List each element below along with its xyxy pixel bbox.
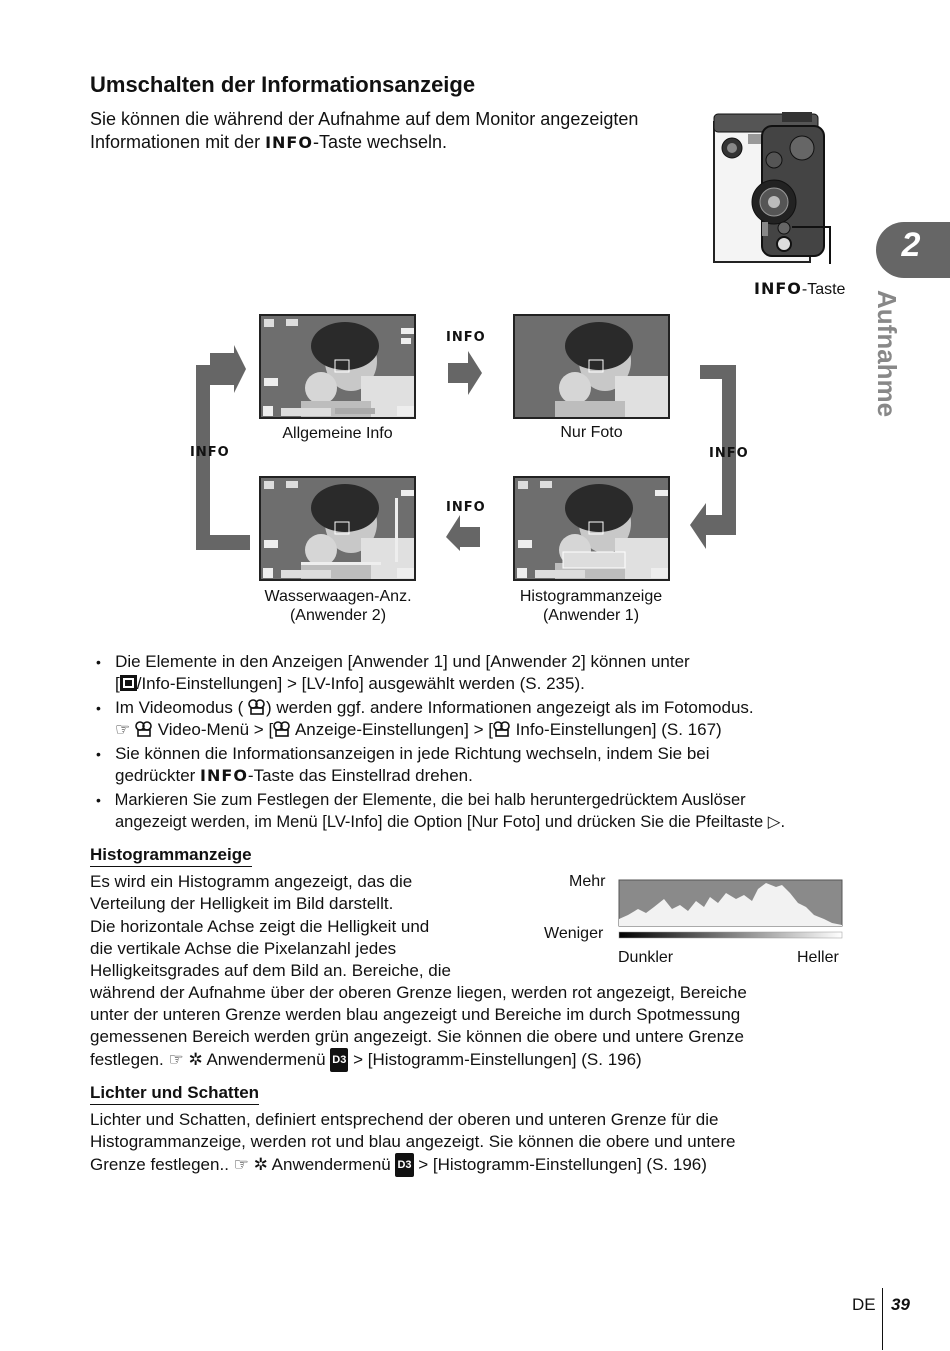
- body-text: Grenze festlegen..: [90, 1155, 234, 1174]
- info-taste-label: [754, 279, 845, 299]
- caption-wasserwaagen-1: Wasserwaagen-Anz.: [264, 588, 412, 605]
- info-label-top: INFO: [446, 330, 486, 345]
- bullet-dot: •: [96, 700, 101, 716]
- chapter-name-container: [862, 290, 942, 418]
- lichter-heading: Lichter und Schatten: [90, 1083, 259, 1105]
- histogramm-line-8: gemessenen Bereich werden grün angezeigt. Sie können die obere und untere Grenze: [90, 1027, 744, 1046]
- bullet-3-line-2: [115, 765, 473, 787]
- bullet-text: Info-Einstellungen] (S. 167): [510, 720, 722, 739]
- info-key-label: INFO: [265, 133, 313, 152]
- screen-nur-foto: [513, 314, 670, 419]
- histogram-weniger-label: Weniger: [544, 925, 604, 942]
- histogramm-line-1: Es wird ein Histogramm angezeigt, das die: [90, 872, 413, 891]
- lichter-line-1: Lichter und Schatten, definiert entsprechend der oberen und unteren Grenze für die: [90, 1110, 719, 1129]
- bullet-4-line-2: [115, 811, 785, 833]
- histogramm-line-6: während der Aufnahme über der oberen Grenze liegen, werden rot angezeigt, Bereiche: [90, 983, 747, 1002]
- bullet-1-line-2: [115, 673, 585, 695]
- body-text: festlegen.: [90, 1050, 169, 1069]
- bullet-3-line-1: [96, 743, 710, 765]
- video-icon: [493, 720, 511, 739]
- taste-text: -Taste: [801, 281, 846, 298]
- bullet-1-line-1: [96, 651, 690, 673]
- caption-histogramm-2: (Anwender 1): [542, 607, 640, 624]
- caption-histogramm-1: Histogrammanzeige: [519, 588, 663, 605]
- bullet-4-line-1: [96, 789, 746, 811]
- lichter-line-2: Histogrammanzeige, werden rot und blau angezeigt. Sie können die obere und untere: [90, 1132, 736, 1151]
- histogramm-line-4: die vertikale Achse die Pixelanzahl jedes: [90, 939, 397, 958]
- bullet-text: ) werden ggf. andere Informationen angezeigt als im Fotomodus.: [266, 698, 754, 717]
- bullet-text: Sie können die Informationsanzeigen in jede Richtung wechseln, indem Sie bei: [115, 744, 710, 763]
- caption-nur-foto: Nur Foto: [560, 424, 623, 441]
- bullet-dot: •: [96, 654, 101, 670]
- intro-text: Informationen mit der: [90, 132, 266, 152]
- chapter-name: Aufnahme: [872, 290, 902, 418]
- bullet-dot: •: [96, 792, 101, 808]
- info-label-left: INFO: [190, 445, 230, 460]
- caption-wasserwaagen-2: (Anwender 2): [289, 607, 387, 624]
- bullet-text: .: [780, 813, 786, 831]
- footer-language: DE: [852, 1295, 876, 1314]
- menu-code-badge: D3: [330, 1048, 348, 1072]
- info-key-label: INFO: [200, 766, 248, 785]
- screen-allgemeine-info: [259, 314, 416, 419]
- screen-wasserwaagen: [259, 476, 416, 581]
- bullet-text: Im Videomodus (: [115, 698, 244, 717]
- body-text: Anwendermenü: [202, 1050, 331, 1069]
- photo-mother-child-icon: [261, 478, 416, 581]
- bullet-2-line-2: [115, 719, 722, 741]
- histogram-dunkler-label: Dunkler: [618, 949, 674, 966]
- footer-divider: [882, 1288, 883, 1350]
- gear-icon: ✲: [188, 1050, 203, 1069]
- lichter-line-3: [90, 1153, 707, 1177]
- caption-allgemeine: Allgemeine Info: [282, 425, 393, 442]
- bullet-text: Die Elemente in den Anzeigen [Anwender 1] und [Anwender 2] können unter: [115, 652, 690, 671]
- bullet-text: /Info-Einstellungen] > [LV-Info] ausgewählt werden (S. 235).: [136, 674, 585, 693]
- page-ref-icon: ☞: [233, 1155, 249, 1174]
- screen-histogramm: [513, 476, 670, 581]
- page-ref-icon: ☞: [168, 1050, 184, 1069]
- bullet-text: Video-Menü > [: [152, 720, 274, 739]
- info-label-right: INFO: [709, 446, 749, 461]
- histogramm-line-5: Helligkeitsgrades auf dem Bild an. Bereiche, die: [90, 961, 451, 980]
- intro-line-2: [90, 131, 447, 154]
- bullet-text: Markieren Sie zum Festlegen der Elemente, die bei halb heruntergedrücktem Auslöser: [114, 791, 746, 809]
- photo-mother-child-icon: [515, 478, 670, 581]
- info-key-label: INFO: [754, 279, 802, 298]
- photo-mother-child-icon: [515, 316, 670, 419]
- photo-mother-child-icon: [261, 316, 416, 419]
- body-text: Anwendermenü: [267, 1155, 396, 1174]
- histogram-illustration: [618, 879, 844, 941]
- gear-icon: ✲: [253, 1155, 268, 1174]
- body-text: > [Histogramm-Einstellungen] (S. 196): [413, 1155, 707, 1174]
- menu-code-badge: D3: [395, 1153, 413, 1177]
- camera-back-icon: [712, 112, 838, 264]
- bullet-text: -Taste das Einstellrad drehen.: [247, 766, 473, 785]
- arrow-right-icon: ▷: [767, 813, 781, 831]
- bracket-text: [: [115, 674, 120, 693]
- bullet-dot: •: [96, 746, 101, 762]
- video-icon: [273, 720, 291, 739]
- intro-line-1: Sie können die während der Aufnahme auf dem Monitor angezeigten: [90, 109, 639, 129]
- bullet-2-line-1: [96, 697, 754, 719]
- histogramm-line-2: Verteilung der Helligkeit im Bild darstellt.: [90, 894, 394, 913]
- page-ref-icon: ☞: [115, 720, 131, 739]
- video-icon: [135, 720, 153, 739]
- bullet-text: angezeigt werden, im Menü [LV-Info] die Option [Nur Foto] und drücken Sie die Pfeiltaste: [115, 813, 764, 831]
- page-number: 39: [891, 1295, 910, 1314]
- histogramm-heading: Histogrammanzeige: [90, 845, 252, 867]
- chapter-number: 2: [901, 226, 921, 264]
- histogram-mehr-label: Mehr: [569, 873, 606, 890]
- bullet-text: Anzeige-Einstellungen] > [: [291, 720, 493, 739]
- histogramm-line-3: Die horizontale Achse zeigt die Helligkeit und: [90, 917, 430, 936]
- histogram-heller-label: Heller: [797, 949, 839, 966]
- info-label-bottom: INFO: [446, 500, 486, 515]
- intro-text-end: -Taste wechseln.: [312, 132, 448, 152]
- body-text: > [Histogramm-Einstellungen] (S. 196): [348, 1050, 642, 1069]
- page-title: Umschalten der Informationsanzeige: [90, 72, 476, 97]
- histogramm-line-7: unter der unteren Grenze werden blau angezeigt und Bereiche im durch Spotmessung: [90, 1005, 741, 1024]
- bullet-text: gedrückter: [115, 766, 201, 785]
- display-mode-icon: [120, 675, 137, 691]
- video-icon: [243, 698, 266, 717]
- histogramm-line-9: [90, 1048, 642, 1072]
